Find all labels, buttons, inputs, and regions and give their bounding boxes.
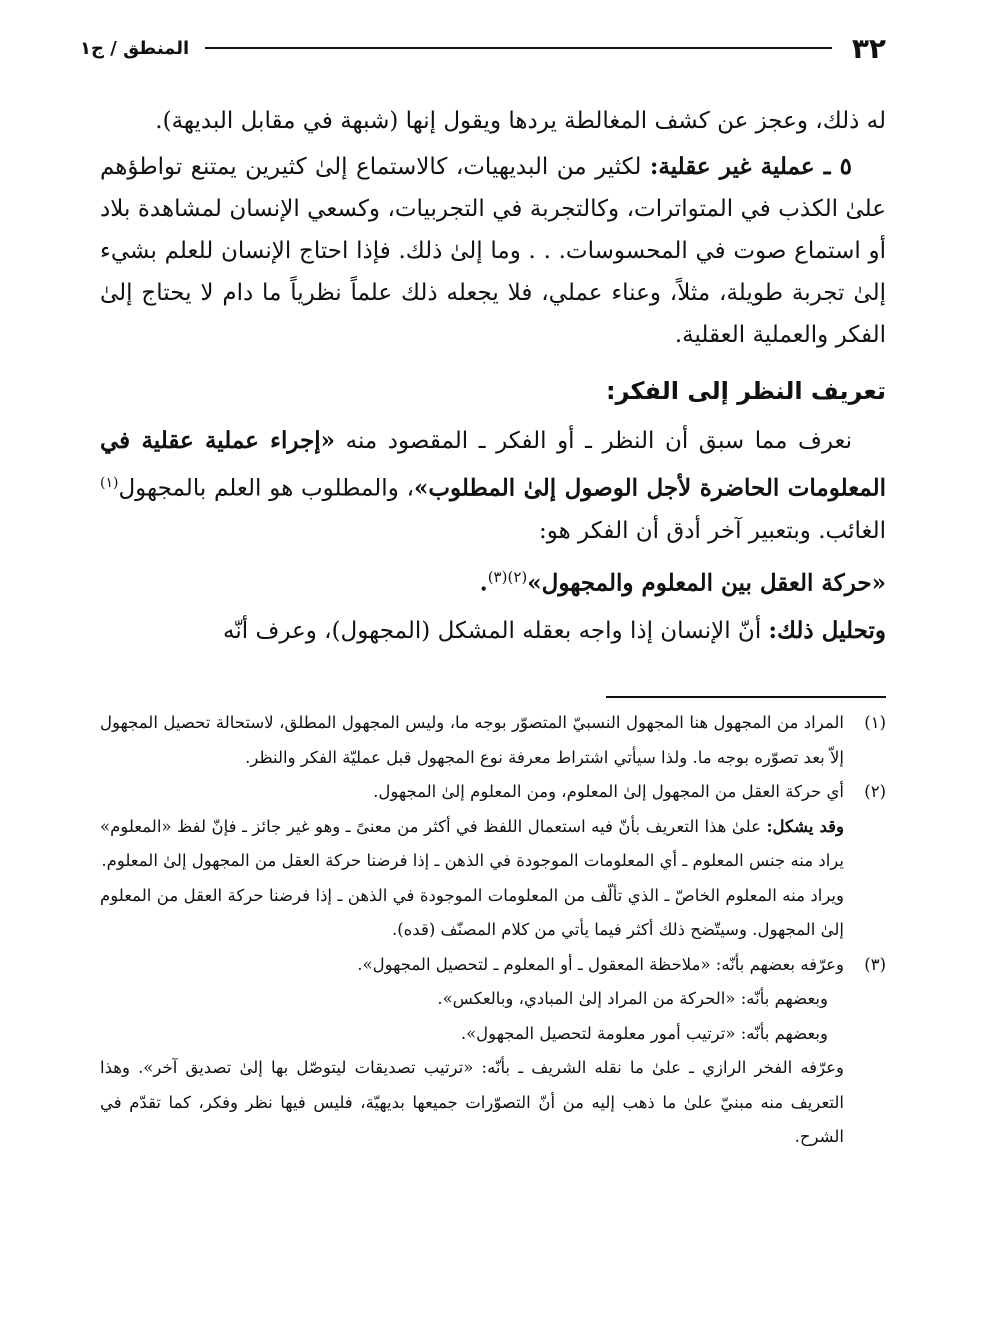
section-heading: تعريف النظر إلى الفكر: [605,377,886,405]
footnote-1 [100,706,886,775]
book-title: المنطق / ج١ [80,37,190,59]
definition-line [100,556,886,605]
item-5-label: ٥ ـ عملية غير عقلية: [649,153,852,180]
intro-mid: ، والمطلوب هو العلم بالمجهول [118,475,415,502]
footnote-ref-1[interactable]: (١) [100,475,119,491]
intro-start: نعرف مما سبق أن النظر ـ أو الفكر ـ المقصود منه [335,428,852,454]
footnote-text: وعرّفه بعضهم بأنّه: «ملاحظة المعقول ـ أو المعلوم ـ لتحصيل المجهول». [357,954,844,974]
intro-end: الغائب. وبتعبير آخر أدق أن الفكر هو: [538,517,886,544]
footnote-number: (٢) [864,782,886,801]
footnote-separator [606,696,886,698]
footnote-3-razi: وعرّفه الفخر الرازي ـ علىٰ ما نقله الشريف ـ بأنّه: «ترتيب تصديقات ليتوصّل بها إلىٰ تصديق آخر». وهذا التعريف منه مبنيّ علىٰ ما ذهب إليه من أنّ التصوّرات جميعها بديهيّة، فليس فيها نظر وفكر، كما تقدّم في الشرح. [100,1058,844,1146]
paragraph-continued: له ذلك، وعجز عن كشف المغالطة يردها ويقول إنها (شبهة في مقابل البديهة). [155,108,886,134]
footnote-2-continuation: ويراد منه المعلوم الخاصّ ـ الذي تألّف من المعلومات الموجودة في الذهن ـ إذا فرضنا حركة العقل من المعلوم إلىٰ المجهول. وسيتّضح ذلك أكثر فيما يأتي من كلام المصنّف (قده). [100,885,844,939]
objection-label: وقد يشكل: [766,816,844,836]
item-5-text: لكثير من البديهيات، كالاستماع إلىٰ كثيرين يمتنع تواطؤهم علىٰ الكذب في المتواترات، وكالتجربة في التجربيات، وكسعي الإنسان لمشاهدة بلاد أو استماع صوت في المحسوسات. . . وما إلىٰ ذلك. فإذا احتاج الإنسان للعلم بشيء إلىٰ تجربة طويلة، مثلاً، وعناء عملي، فلا يجعله ذلك علماً نظرياً ما دام لا يحتاج إلىٰ الفكر والعملية العقلية. [100,154,886,348]
running-header [80,28,886,68]
footnote-2 [100,775,886,810]
definition-end: . [479,569,488,597]
analysis-text: أنّ الإنسان إذا واجه بعقله المشكل (المجهول)، وعرف أنّه [223,618,769,645]
paragraph-analysis [100,610,886,652]
footnote-number: (٣) [864,954,886,974]
footnotes [100,706,886,1155]
footnote-3 [100,948,886,983]
paragraph-definition-intro [100,420,886,552]
footnote-text: المراد من المجهول هنا المجهول النسبيّ المتصوّر بوجه ما، وليس المجهول المطلق، لاستحالة تحصيل المجهول إلاّ بعد تصوّره بوجه ما. ولذا سيأتي اشتراط معرفة نوع المجهول قبل عمليّة الفكر والنظر. [100,713,844,767]
header-rule [205,47,832,49]
footnote-text: أي حركة العقل من المجهول إلىٰ المعلوم، ومن المعلوم إلىٰ المجهول. [373,782,844,801]
footnote-2-objection [100,810,886,879]
page-number: ٣٢ [851,31,886,65]
definition-text: «حركة العقل بين المعلوم والمجهول» [527,569,886,597]
intro-bold-quote: «إجراء عملية عقلية في المعلومات الحاضرة لأجل الوصول إلىٰ المطلوب» [100,427,886,502]
footnote-number: (١) [864,713,886,732]
footnote-refs-2-3[interactable]: (٢)(٣) [487,567,528,586]
footnote-3-alt-2: وبعضهم بأنّه: «ترتيب أمور معلومة لتحصيل المجهول». [460,1023,828,1043]
analysis-label: وتحليل ذلك: [768,617,886,645]
main-body [100,100,886,652]
paragraph-item-5 [100,146,886,356]
objection-text: علىٰ هذا التعريف بأنّ فيه استعمال اللفظ في أكثر من معنىً ـ وهو غير جائز ـ فإنّ لفظ «المعلوم» يراد منه جنس المعلوم ـ أي المعلومات الموجودة في الذهن ـ إذا فرضنا حركة العقل من المجهول إلىٰ المعلوم. [100,816,844,870]
footnote-3-alt-1: وبعضهم بأنّه: «الحركة من المراد إلىٰ المبادي، وبالعكس». [437,989,828,1008]
